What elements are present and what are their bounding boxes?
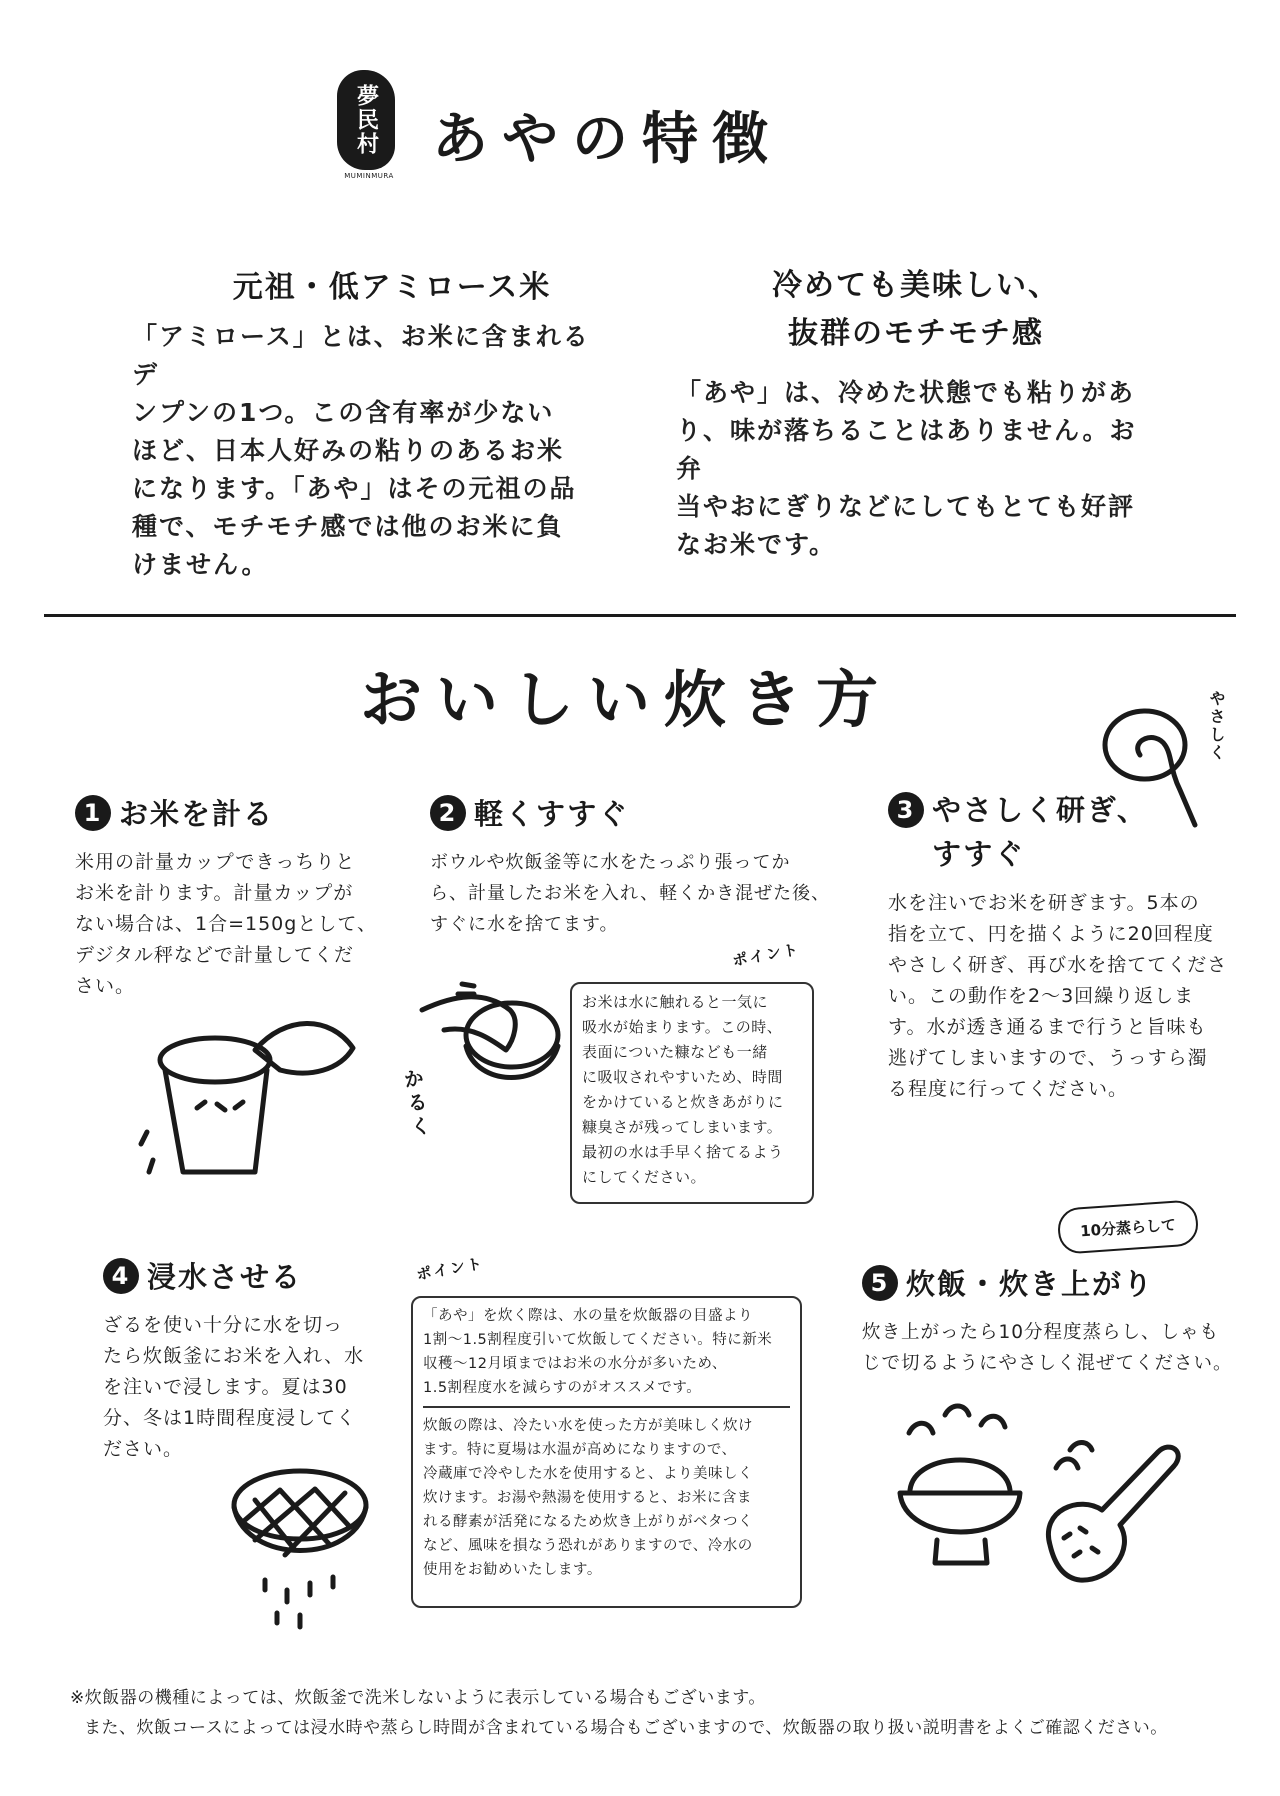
- text-line: い。この動作を2〜3回繰り返しま: [888, 985, 1195, 1007]
- text-line: 収穫〜12月頃まではお米の水分が多いため、: [423, 1356, 727, 1372]
- feature-title: [132, 262, 612, 306]
- logo-text: 夢民村: [353, 84, 379, 156]
- text-line: 表面についた糠なども一緒: [582, 1043, 768, 1061]
- text-line: 炊飯の際は、冷たい水を使った方が美味しく炊け: [423, 1418, 753, 1434]
- measuring-cup-illustration: [135, 1010, 365, 1185]
- text-line: じで切るようにやさしく混ぜてください。: [862, 1353, 1233, 1374]
- cup-body: [165, 1070, 267, 1172]
- step-text: [862, 1317, 1242, 1379]
- step-title-text: 軽くすすぐ: [474, 797, 630, 831]
- footnote-line: ※炊飯器の機種によっては、炊飯釜で洗米しないように表示している場合もございます。: [70, 1688, 766, 1708]
- text-line: 1割〜1.5割程度引いて炊飯してください。特に新米: [423, 1332, 773, 1348]
- text-line: ざるを使い十分に水を切っ: [103, 1314, 344, 1336]
- text-line: り、味が落ちることはありません。お弁: [676, 416, 1137, 483]
- colander-illustration: [225, 1465, 375, 1645]
- text-line: にしてください。: [582, 1168, 707, 1186]
- step-number: 4: [103, 1258, 139, 1294]
- step-number: 1: [75, 795, 111, 831]
- text-line: ボウルや炊飯釜等に水をたっぷり張ってか: [430, 852, 791, 873]
- steam: [909, 1406, 1005, 1433]
- step-4: [103, 1255, 383, 1465]
- logo-sub: MUMINMURA: [344, 172, 394, 180]
- logo: [337, 70, 401, 180]
- feature-right: [676, 262, 1156, 564]
- text-line: を注いで浸します。夏は30: [103, 1376, 348, 1398]
- step-5: [862, 1262, 1242, 1379]
- footnote-line: また、炊飯コースによっては浸水時や蒸らし時間が含まれている場合もございますので、炊飯器の取り扱い説明書をよくご確認ください。: [84, 1718, 1168, 1738]
- text-line: 逃げてしまいますので、うっすら濁: [888, 1047, 1208, 1069]
- point-box-cooking: [411, 1296, 802, 1608]
- text-line: 最初の水は手早く捨てるよう: [582, 1143, 784, 1161]
- text-line: デジタル秤などで計量してくだ: [75, 944, 354, 966]
- bowl-body: [900, 1493, 1020, 1532]
- section-divider: [44, 614, 1236, 617]
- steam: [1056, 1443, 1092, 1469]
- annotation-ten-min: [1057, 1199, 1200, 1255]
- step-1: [75, 792, 385, 1002]
- annotation-ten-min-text: 10分蒸らして: [1079, 1215, 1177, 1240]
- rice-bowl-illustration: [895, 1395, 1025, 1570]
- text-line: など、風味を損なう恐れがありますので、冷水の: [423, 1538, 753, 1554]
- logo-seal: [337, 70, 395, 170]
- text-line: をかけていると炊きあがりに: [582, 1093, 784, 1111]
- spill: [141, 1132, 153, 1172]
- feature-title-line: 冷めても美味しい、: [772, 268, 1060, 303]
- bowl-foot: [935, 1540, 987, 1563]
- feature-title-line: 元祖・低アミロース米: [232, 270, 552, 305]
- step-text: [888, 888, 1228, 1105]
- text-line: 冷蔵庫で冷やした水を使用すると、より美味しく: [423, 1466, 753, 1482]
- text-line: 糠臭さが残ってしまいます。: [582, 1118, 783, 1136]
- text-line: すぐに水を捨てます。: [430, 914, 619, 935]
- step-title: [103, 1255, 383, 1296]
- feature-title: [676, 262, 1156, 358]
- text-line: けません。: [132, 550, 269, 579]
- text-line: 分、冬は1時間程度浸してく: [103, 1407, 357, 1429]
- drips: [265, 1577, 333, 1627]
- text-line: ださい。: [103, 1438, 184, 1460]
- step-title: [75, 792, 385, 833]
- step-number: 5: [862, 1265, 898, 1301]
- step-text: [103, 1310, 383, 1465]
- text-line: れる酵素が活発になるため炊き上がりがベタつく: [423, 1514, 753, 1530]
- step-title-text: お米を計る: [119, 797, 275, 831]
- step-title-text: 浸水させる: [147, 1260, 303, 1294]
- rice-mound: [910, 1460, 1010, 1490]
- text-line: 炊き上がったら10分程度蒸らし、しゃも: [862, 1322, 1220, 1343]
- step-title-text: 炊飯・炊き上がり: [906, 1267, 1155, 1301]
- bowl-illustration: [414, 980, 564, 1095]
- text-line: 吸水が始まります。この時、: [582, 1018, 783, 1036]
- text-line: 米用の計量カップできっちりと: [75, 851, 356, 873]
- text-line: になります。「あや」はその元祖の品: [132, 474, 577, 503]
- point-tag: ポイント: [727, 938, 806, 972]
- feature-body: [132, 318, 612, 584]
- rice-on-paddle: [1064, 1528, 1098, 1556]
- cooking-title: おいしい炊き方: [360, 663, 893, 736]
- text-line: なお米です。: [676, 530, 837, 559]
- step-title-line: やさしく研ぎ、: [932, 793, 1148, 827]
- text-line: お米は水に触れると一気に: [582, 993, 769, 1011]
- step-title-line: すすぐ: [932, 837, 1026, 871]
- text-line: 「アミロース」とは、お米に含まれるデ: [132, 322, 590, 389]
- text-line: たら炊飯釜にお米を入れ、水: [103, 1345, 365, 1367]
- grains: [197, 1102, 243, 1110]
- splash: [458, 984, 474, 994]
- text-line: お米を計ります。計量カップが: [75, 882, 354, 904]
- step-title: [862, 1262, 1242, 1303]
- text-line: す。水が透き通るまで行うと旨味も: [888, 1016, 1207, 1038]
- rice-washing-illustration: [1100, 700, 1210, 830]
- point-divider: [423, 1406, 790, 1408]
- text-line: ンプンの1つ。この含有率が少ない: [132, 398, 555, 427]
- paddle: [1048, 1447, 1178, 1580]
- step-text: [430, 847, 850, 940]
- point-tag: ポイント: [411, 1252, 490, 1286]
- annotation-yasashiku: やさしく: [1207, 690, 1226, 762]
- text-line: やさしく研ぎ、再び水を捨ててくださ: [888, 954, 1228, 976]
- text-line: ます。特に夏場は水温が高めになりますので、: [423, 1442, 737, 1458]
- text-line: ほど、日本人好みの粘りのあるお米: [132, 436, 565, 465]
- step-text: [75, 847, 385, 1002]
- bowl-body: [466, 1046, 558, 1078]
- step-title: [430, 792, 850, 833]
- page-title: あやの特徴: [432, 107, 782, 172]
- text-line: 当やおにぎりなどにしてもとても好評: [676, 492, 1136, 521]
- step-number: 2: [430, 795, 466, 831]
- step-number: 3: [888, 792, 924, 828]
- text-line: に吸収されやすいため、時間: [582, 1068, 783, 1086]
- feature-left: [132, 262, 612, 584]
- step-3: [888, 792, 1228, 1105]
- text-line: 種で、モチモチ感では他のお米に負: [132, 512, 564, 541]
- feature-title-line: 抜群のモチモチ感: [788, 316, 1044, 351]
- text-line: 指を立て、円を描くように20回程度: [888, 923, 1214, 945]
- text-line: 炊けます。お湯や熱湯を使用すると、お米に含ま: [423, 1490, 752, 1506]
- text-line: さい。: [75, 975, 136, 997]
- rice-paddle-illustration: [1040, 1440, 1190, 1585]
- text-line: ら、計量したお米を入れ、軽くかき混ぜた後、: [430, 883, 831, 904]
- annotation-karuku: かるく: [399, 1066, 433, 1142]
- text-line: ない場合は、1合=150gとして、: [75, 913, 377, 935]
- text-line: 「あや」は、冷めた状態でも粘りがあ: [676, 378, 1136, 407]
- text-line: 「あや」を炊く際は、水の量を炊飯器の目盛より: [423, 1308, 753, 1324]
- text-line: 1.5割程度水を減らすのがオススメです。: [423, 1380, 702, 1396]
- feature-body: [676, 374, 1156, 564]
- cup-rim: [160, 1038, 270, 1082]
- step-2: [430, 792, 850, 940]
- text-line: る程度に行ってください。: [888, 1078, 1129, 1100]
- text-line: 水を注いでお米を研ぎます。5本の: [888, 892, 1200, 914]
- point-box-rinse: [570, 982, 814, 1204]
- text-line: 使用をお勧めいたします。: [423, 1562, 602, 1578]
- footnote: [70, 1683, 1250, 1743]
